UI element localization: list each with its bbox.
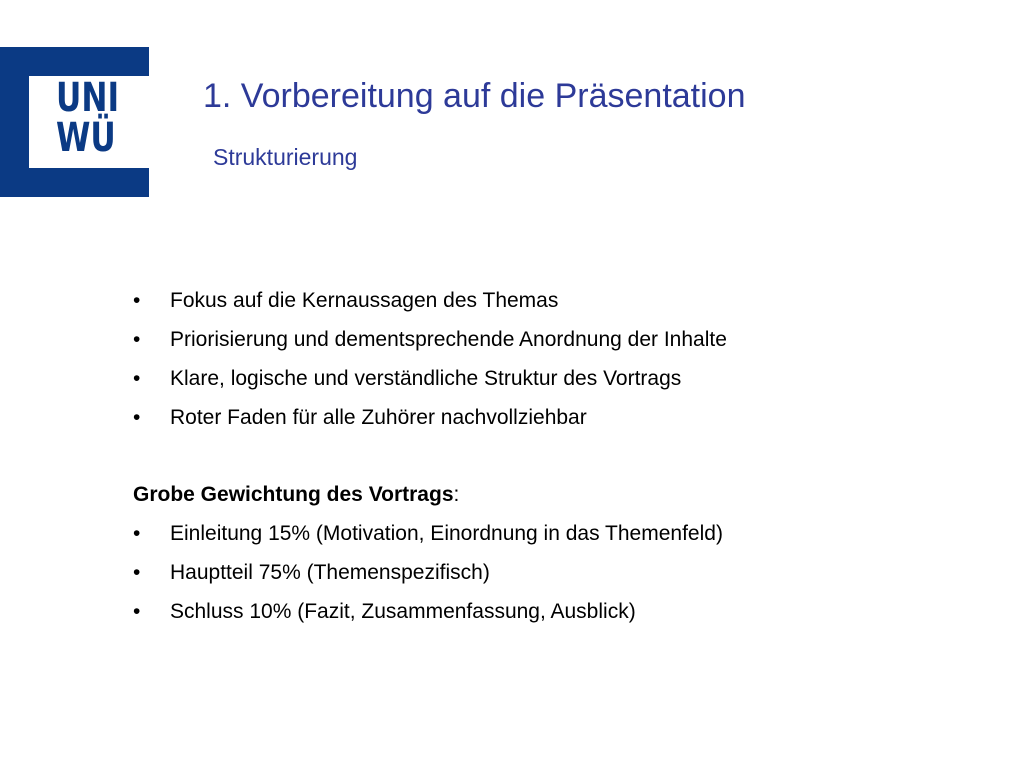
bullet-icon: • xyxy=(133,328,141,351)
bullet-icon: • xyxy=(133,367,141,390)
bullet-icon: • xyxy=(133,522,141,545)
bullet-icon: • xyxy=(133,600,141,623)
slide-title: 1. Vorbereitung auf die Präsentation xyxy=(203,77,746,115)
key-points-list xyxy=(133,286,993,442)
list-item-text: Roter Faden für alle Zuhörer nachvollziehbar xyxy=(170,406,587,429)
weighting-list xyxy=(133,519,993,636)
list-item xyxy=(133,558,993,597)
slide-content xyxy=(133,286,993,636)
spacer xyxy=(133,442,993,480)
weighting-heading-text: Grobe Gewichtung des Vortrags xyxy=(133,483,454,506)
weighting-heading xyxy=(133,480,993,519)
bullet-icon: • xyxy=(133,289,141,312)
logo-line-2: WÜ xyxy=(56,115,116,161)
bullet-icon: • xyxy=(133,406,141,429)
list-item-text: Einleitung 15% (Motivation, Einordnung in das Themenfeld) xyxy=(170,522,723,545)
list-item-text: Klare, logische und verständliche Struktur des Vortrags xyxy=(170,367,682,390)
bullet-icon: • xyxy=(133,561,141,584)
list-item xyxy=(133,286,993,325)
slide-subtitle: Strukturierung xyxy=(213,144,358,170)
list-item xyxy=(133,325,993,364)
list-item xyxy=(133,364,993,403)
list-item-text: Fokus auf die Kernaussagen des Themas xyxy=(170,289,559,312)
list-item-text: Schluss 10% (Fazit, Zusammenfassung, Ausblick) xyxy=(170,600,636,623)
university-logo xyxy=(0,47,149,197)
weighting-heading-colon: : xyxy=(453,483,460,506)
list-item-text: Priorisierung und dementsprechende Anordnung der Inhalte xyxy=(170,328,727,351)
list-item xyxy=(133,403,993,442)
list-item xyxy=(133,597,993,636)
logo-text xyxy=(56,75,120,161)
list-item xyxy=(133,519,993,558)
logo-line-1: UNI xyxy=(56,75,120,121)
list-item-text: Hauptteil 75% (Themenspezifisch) xyxy=(170,561,490,584)
